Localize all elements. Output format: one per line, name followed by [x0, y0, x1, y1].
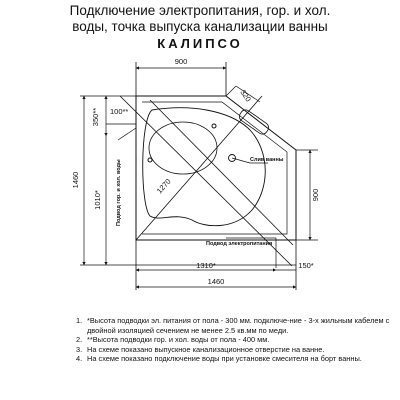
note-2: 2. **Высота подводки гор. и хол. воды от пола - 400 мм. [76, 335, 270, 345]
notes-list [76, 316, 394, 364]
dim-diagonal-1270: 1270 [154, 176, 173, 196]
label-drain: Слив ванны [250, 157, 284, 163]
leader-lines [118, 128, 276, 268]
dim-left-350: 350** [91, 107, 100, 127]
title-product-name: КАЛИПСО [157, 36, 243, 51]
title-line-2: воды, точка выпуска канализации ванны [72, 19, 328, 34]
dim-top-900: 900 [174, 57, 188, 66]
dim-height-1460: 1460 [71, 171, 80, 189]
label-water-supply: Подвод гор. и хол. воды [116, 159, 122, 226]
dim-height-1010: 1010* [93, 190, 102, 210]
note-4: 4. На схеме показано подключение воды при установке смесителя на борт ванны. [76, 354, 362, 364]
dim-bottom-1310: 1310* [196, 261, 216, 270]
note-1: 1. *Высота подводки эл. питания от пола - 300 мм. подключе-ние - 3-х жильным кабелем с двойной изоляцией сечением не менее 2.5 кв.мм по меди. [76, 316, 390, 335]
dim-right-900: 900 [311, 188, 320, 202]
note-3: 3. На схеме показано выпускное канализационное отверстие на ванне. [76, 344, 325, 354]
label-power: Подвод электропитания [206, 241, 273, 247]
bathtub-outline [136, 96, 296, 240]
dim-corner-320: 320 [238, 87, 253, 104]
dim-bottom-1460: 1460 [207, 277, 225, 286]
dim-left-100: 100** [110, 107, 129, 116]
dim-bottom-150: 150* [298, 261, 314, 270]
title-line-1: Подключение электропитания, гор. и хол. [69, 3, 331, 18]
